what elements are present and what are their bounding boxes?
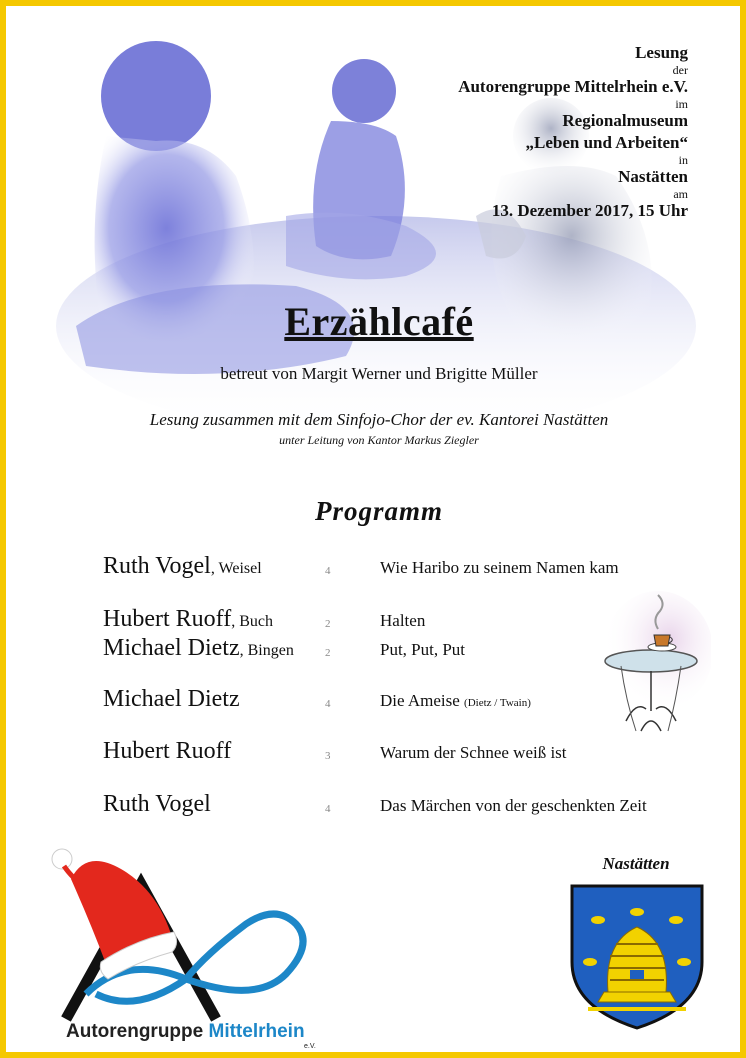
reading-title: Halten	[380, 611, 426, 630]
town-label: Nastätten	[602, 854, 670, 873]
hosts-line: betreut von Margit Werner und Brigitte Müller	[220, 364, 538, 383]
event-header	[458, 42, 688, 222]
choir-note: Lesung zusammen mit dem Sinfojo-Chor der ev. Kantorei Nastätten	[149, 410, 609, 429]
coffee-table-illustration	[596, 591, 711, 741]
conductor-note: unter Leitung von Kantor Markus Ziegler	[279, 433, 479, 447]
header-line: „Leben und Arbeiten“	[525, 133, 688, 152]
duration: 2	[325, 647, 331, 659]
reading-credit: (Dietz / Twain)	[464, 697, 531, 709]
program-item	[103, 739, 723, 765]
duration: 4	[325, 803, 331, 815]
header-line: Autorengruppe Mittelrhein e.V.	[458, 77, 688, 96]
header-line: Lesung	[635, 43, 688, 62]
reader-name: Ruth Vogel, Weisel	[103, 553, 262, 579]
program-item	[103, 554, 723, 580]
reading-title: Wie Haribo zu seinem Namen kam	[380, 558, 619, 577]
header-line: Regionalmuseum	[562, 111, 688, 130]
reader-name: Michael Dietz	[103, 686, 240, 712]
program-item	[103, 792, 723, 818]
event-date: 13. Dezember 2017, 15 Uhr	[491, 201, 688, 220]
reader-name: Ruth Vogel	[103, 791, 211, 817]
header-line: Nastätten	[618, 167, 688, 186]
duration: 4	[325, 565, 331, 577]
program-heading: Programm	[314, 496, 443, 526]
header-line: in	[678, 153, 688, 167]
header-line: der	[672, 63, 688, 77]
reading-title: Das Märchen von der geschenkten Zeit	[380, 796, 647, 815]
logo-suffix: e.V.	[304, 1043, 316, 1050]
reading-title: Die Ameise (Dietz / Twain)	[380, 691, 531, 710]
town-coat-of-arms	[568, 882, 706, 1030]
duration: 3	[325, 750, 331, 762]
page-title: Erzählcafé	[284, 299, 474, 344]
reading-title: Put, Put, Put	[380, 640, 466, 659]
header-line: am	[673, 187, 688, 201]
reading-title: Warum der Schnee weiß ist	[380, 743, 567, 762]
duration: 4	[325, 698, 331, 710]
duration: 2	[325, 618, 331, 630]
logo-wordmark: Autorengruppe Mittelrhein	[66, 1021, 305, 1042]
reader-name: Michael Dietz, Bingen	[103, 635, 294, 661]
reader-name: Hubert Ruoff, Buch	[103, 606, 273, 632]
reader-name: Hubert Ruoff	[103, 738, 232, 764]
header-line: im	[675, 97, 688, 111]
